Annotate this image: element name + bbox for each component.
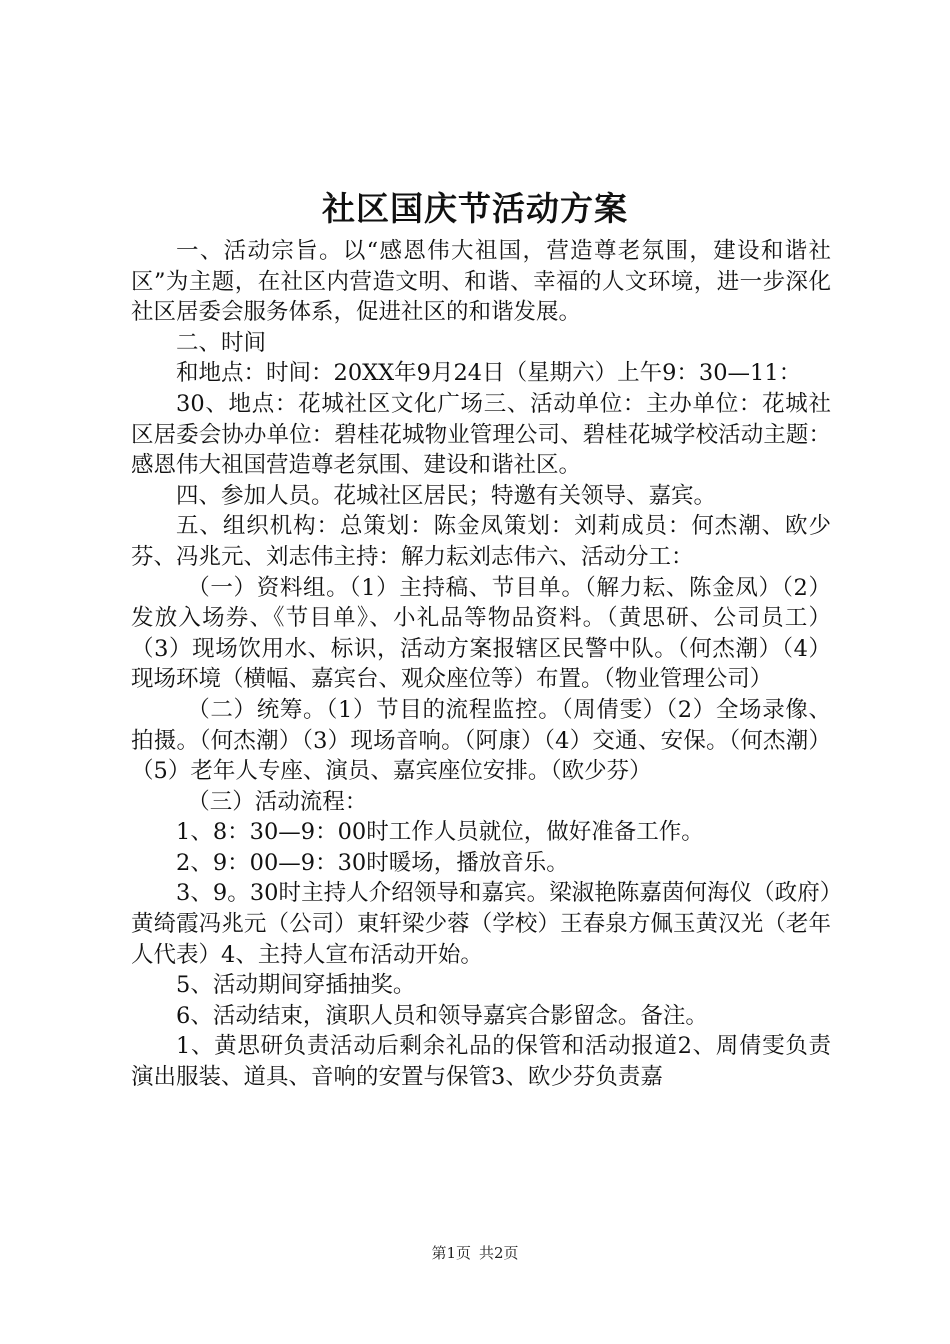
page-number: 第1页: [431, 1244, 471, 1262]
paragraph-purpose: 一、活动宗旨。以“感恩伟大祖国，营造尊老氛围，建设和谐社区”为主题，在社区内营造文明、和谐、幸福的人文环境，进一步深化社区居委会服务体系，促进社区的和谐发展。: [131, 238, 831, 326]
paragraph-materials-group: （一）资料组。（1）主持稿、节目单。（解力耘、陈金凤）（2）发放入场券、《节目单》、小礼品等物品资料。（黄思研、公司员工）（3）现场饮用水、标识，活动方案报辖区民警中队。（何杰潮）（4）现场环境（横幅、嘉宾台、观众座位等）布置。（物业管理公司）: [131, 574, 831, 693]
page-footer: [0, 1243, 950, 1263]
paragraph-location-units: 30、地点：花城社区文化广场三、活动单位：主办单位：花城社区居委会协办单位：碧桂花城物业管理公司、碧桂花城学校活动主题：感恩伟大祖国营造尊老氛围、建设和谐社区。: [131, 390, 831, 479]
paragraph-process-heading: （三）活动流程：: [187, 788, 368, 815]
paragraph-step-3: 3、9。30时主持人介绍领导和嘉宾。梁淑艳陈嘉茵何海仪（政府）黄绮霞冯兆元（公司）東轩梁少蓉（学校）王春泉方佩玉黄汉光（老年人代表）4、主持人宣布活动开始。: [131, 880, 831, 968]
page-total: 共2页: [479, 1244, 519, 1262]
paragraph-step-5: 5、活动期间穿插抽奖。: [176, 972, 416, 999]
paragraph-time-place: 和地点：时间：20XX年9月24日（星期六）上午9：30—11：: [176, 360, 802, 387]
paragraph-organization: 五、组织机构：总策划：陈金凤策划：刘莉成员：何杰潮、欧少芬、冯兆元、刘志伟主持：解力耘刘志伟六、活动分工：: [131, 513, 831, 570]
paragraph-step-2: 2、9：00—9：30时暖场，播放音乐。: [176, 849, 569, 876]
paragraph-step-1: 1、8：30—9：00时工作人员就位，做好准备工作。: [176, 819, 704, 846]
paragraph-participants: 四、参加人员。花城社区居民；特邀有关领导、嘉宾。: [176, 482, 717, 509]
paragraph-coordination: （二）统筹。（1）节目的流程监控。（周倩雯）（2）全场录像、拍摄。（何杰潮）（3）现场音响。（阿康）（4）交通、安保。（何杰潮）（5）老年人专座、演员、嘉宾座位安排。（欧少芬）: [131, 696, 831, 785]
document-title: 社区国庆节活动方案: [322, 189, 628, 228]
paragraph-time-heading: 二、时间: [176, 329, 267, 356]
paragraph-notes: 1、黄思研负责活动后剩余礼品的保管和活动报道2、周倩雯负责演出服装、道具、音响的安置与保管3、欧少芬负责嘉: [131, 1033, 831, 1091]
paragraph-step-6: 6、活动结束，演职人员和领导嘉宾合影留念。备注。: [176, 1002, 708, 1029]
document-body: [131, 236, 831, 1093]
